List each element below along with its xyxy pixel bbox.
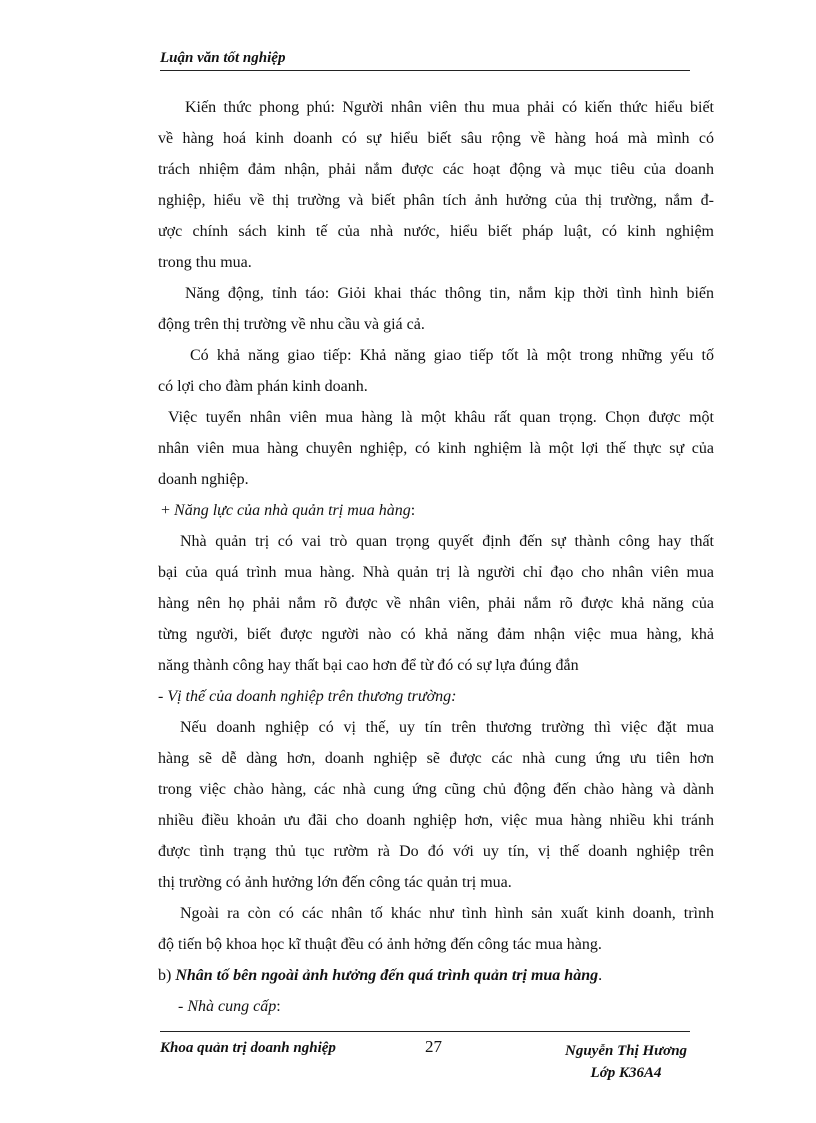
- header-divider: [160, 70, 690, 71]
- section-heading-external-factors: [158, 960, 714, 991]
- subheading-prefix: -: [178, 998, 188, 1015]
- paragraph-line: được tình trạng thủ tục rườm rà Do đó với uy tín, vị thế doanh nghiệp trên: [158, 843, 714, 860]
- subheading-manager-capacity: [158, 495, 714, 526]
- document-body: [158, 92, 714, 1022]
- paragraph-line: nghiệp, hiểu về thị trường và biết phân tích ảnh hưởng của thị trường, nắm đ-: [158, 192, 714, 209]
- paragraph-line: Ngoài ra còn có các nhân tố khác như tình hình sản xuất kinh doanh, trình: [180, 905, 714, 922]
- paragraph-line: thị trường có ảnh hưởng lớn đến công tác quản trị mua.: [158, 874, 512, 891]
- section-heading-text: Nhân tố bên ngoài ảnh hưởng đến quá trình quản trị mua hàng: [175, 967, 599, 984]
- paragraph-line: trong thu mua.: [158, 254, 252, 271]
- paragraph-line: doanh nghiệp.: [158, 471, 249, 488]
- footer-class: Lớp K36A4: [590, 1065, 662, 1081]
- paragraph-line: trách nhiệm đảm nhận, phải nắm được các hoạt động và mục tiêu của doanh: [158, 161, 714, 178]
- paragraph-line: hàng nên họ phải nắm rõ được về nhân viên, phải nắm rõ được khả năng của: [158, 595, 714, 612]
- paragraph-line: Năng động, tỉnh táo: Giỏi khai thác thông tin, nắm kịp thời tình hình biến: [185, 285, 714, 302]
- paragraph-line: nhiều điều khoản ưu đãi cho doanh nghiệp hơn, việc mua hàng nhiều khi tránh: [158, 812, 714, 829]
- subheading-suppliers: [158, 991, 714, 1022]
- subheading-suffix: :: [276, 998, 281, 1015]
- paragraph-line: có lợi cho đàm phán kinh doanh.: [158, 378, 368, 395]
- paragraph-line: nhân viên mua hàng chuyên nghiệp, có kinh nghiệm là một lợi thế thực sự của: [158, 440, 714, 457]
- paragraph-line: trong việc chào hàng, các nhà cung ứng cũng chủ động đến chào hàng và dành: [158, 781, 714, 798]
- subheading-market-position: - Vị thế của doanh nghiệp trên thương trường:: [158, 688, 457, 705]
- footer-author: Nguyễn Thị Hương: [565, 1043, 688, 1059]
- paragraph-line: năng thành công hay thất bại cao hơn để từ đó có sự lựa đúng đắn: [158, 657, 579, 674]
- footer-faculty: Khoa quản trị doanh nghiệp: [160, 1040, 336, 1056]
- paragraph-line: từng người, biết được người nào có khả năng đảm nhận việc mua hàng, khả: [158, 626, 714, 643]
- running-header: Luận văn tốt nghiệp: [160, 50, 286, 66]
- section-heading-prefix: b): [158, 967, 176, 984]
- paragraph-line: Có khả năng giao tiếp: Khả năng giao tiếp tốt là một trong những yếu tố: [190, 347, 714, 364]
- paragraph-line: Kiến thức phong phú: Người nhân viên thu mua phải có kiến thức hiểu biết: [185, 99, 714, 116]
- subheading-text: Năng lực của nhà quản trị mua hàng: [174, 502, 411, 519]
- paragraph-line: hàng sẽ dễ dàng hơn, doanh nghiệp sẽ được các nhà cung ứng ưu tiên hơn: [158, 750, 714, 767]
- page-number: 27: [425, 1037, 442, 1056]
- paragraph-line: động trên thị trường về nhu cầu và giá cả.: [158, 316, 425, 333]
- subheading-text: Nhà cung cấp: [187, 998, 277, 1015]
- section-heading-suffix: .: [598, 967, 603, 984]
- paragraph-line: ược chính sách kinh tế của nhà nước, hiểu biết pháp luật, có kinh nghiệm: [158, 223, 714, 240]
- paragraph-line: Nếu doanh nghiệp có vị thế, uy tín trên thương trường thì việc đặt mua: [180, 719, 714, 736]
- paragraph-line: độ tiến bộ khoa học kĩ thuật đều có ảnh hởng đến công tác mua hàng.: [158, 936, 602, 953]
- paragraph-line: về hàng hoá kinh doanh có sự hiểu biết sâu rộng về hàng hoá mà mình có: [158, 130, 714, 147]
- footer-divider: [160, 1031, 690, 1032]
- paragraph-line: Nhà quản trị có vai trò quan trọng quyết định đến sự thành công hay thất: [180, 533, 714, 550]
- paragraph-line: bại của quá trình mua hàng. Nhà quản trị là người chỉ đạo cho nhân viên mua: [158, 564, 714, 581]
- subheading-suffix: :: [410, 502, 416, 519]
- footer-author-block: [565, 1040, 687, 1084]
- paragraph-line: Việc tuyển nhân viên mua hàng là một khâu rất quan trọng. Chọn được một: [168, 409, 714, 426]
- subheading-prefix: +: [161, 502, 175, 519]
